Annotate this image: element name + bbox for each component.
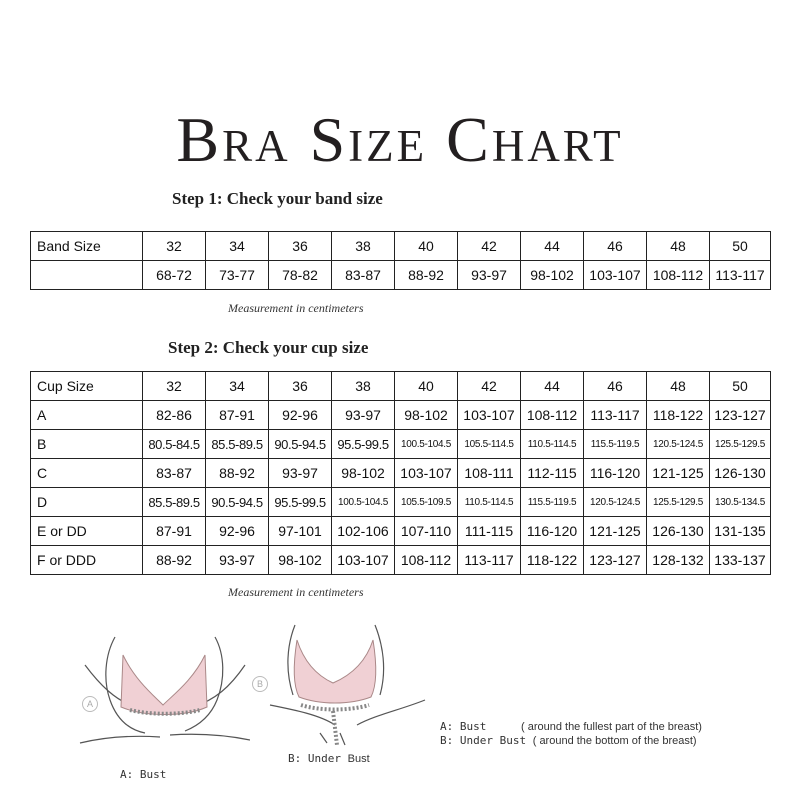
cup-cm-cell: 88-92 bbox=[206, 459, 269, 488]
cup-cm-cell: 113-117 bbox=[584, 401, 647, 430]
cup-band-header-cell: 48 bbox=[647, 372, 710, 401]
cup-cm-cell: 83-87 bbox=[143, 459, 206, 488]
cup-letter-cell: A bbox=[31, 401, 143, 430]
caption-under-bust-prefix: B: Under bbox=[288, 752, 341, 765]
legend-bust-label: A: Bust bbox=[440, 720, 487, 733]
cup-cm-cell: 93-97 bbox=[269, 459, 332, 488]
cup-cm-cell: 88-92 bbox=[143, 546, 206, 575]
cup-cm-cell: 113-117 bbox=[458, 546, 521, 575]
cup-cm-cell: 95.5-99.5 bbox=[269, 488, 332, 517]
band-cm-cell: 88-92 bbox=[395, 261, 458, 290]
cup-cm-cell: 116-120 bbox=[584, 459, 647, 488]
cup-cm-cell: 82-86 bbox=[143, 401, 206, 430]
cup-cm-cell: 93-97 bbox=[206, 546, 269, 575]
band-size-cell: 46 bbox=[584, 232, 647, 261]
band-cm-cell: 98-102 bbox=[521, 261, 584, 290]
cup-cm-cell: 95.5-99.5 bbox=[332, 430, 395, 459]
cup-cm-cell: 100.5-104.5 bbox=[395, 430, 458, 459]
band-cm-cell: 73-77 bbox=[206, 261, 269, 290]
page-title: Bra Size Chart bbox=[176, 104, 624, 175]
cup-band-header-cell: 50 bbox=[710, 372, 771, 401]
cup-cm-cell: 103-107 bbox=[395, 459, 458, 488]
cup-cm-cell: 123-127 bbox=[710, 401, 771, 430]
cup-cm-cell: 128-132 bbox=[647, 546, 710, 575]
legend-bust-desc: ( around the fullest part of the breast) bbox=[520, 721, 702, 733]
band-cm-cell: 83-87 bbox=[332, 261, 395, 290]
cup-cm-cell: 123-127 bbox=[584, 546, 647, 575]
band-cm-cell: 78-82 bbox=[269, 261, 332, 290]
marker-a: A bbox=[82, 696, 98, 712]
cup-cm-cell: 121-125 bbox=[647, 459, 710, 488]
band-size-cell: 48 bbox=[647, 232, 710, 261]
cup-band-header-cell: 44 bbox=[521, 372, 584, 401]
cup-cm-cell: 85.5-89.5 bbox=[206, 430, 269, 459]
cup-cm-cell: 115.5-119.5 bbox=[521, 488, 584, 517]
cup-cm-cell: 110.5-114.5 bbox=[458, 488, 521, 517]
cup-cm-cell: 115.5-119.5 bbox=[584, 430, 647, 459]
band-size-cell: 32 bbox=[143, 232, 206, 261]
cup-cm-cell: 100.5-104.5 bbox=[332, 488, 395, 517]
cup-cm-cell: 121-125 bbox=[584, 517, 647, 546]
band-size-cell: 44 bbox=[521, 232, 584, 261]
caption-under-bust bbox=[288, 752, 370, 765]
cup-cm-cell: 111-115 bbox=[458, 517, 521, 546]
cup-cm-cell: 118-122 bbox=[647, 401, 710, 430]
table-row bbox=[31, 459, 771, 488]
cup-cm-cell: 103-107 bbox=[458, 401, 521, 430]
band-size-cell: 38 bbox=[332, 232, 395, 261]
cup-cm-cell: 120.5-124.5 bbox=[647, 430, 710, 459]
under-bust-measurement-illustration bbox=[265, 615, 430, 750]
band-size-label: Band Size bbox=[31, 232, 143, 261]
band-cm-cell: 113-117 bbox=[710, 261, 771, 290]
band-size-table bbox=[30, 231, 771, 290]
band-cm-label bbox=[31, 261, 143, 290]
cup-cm-cell: 108-112 bbox=[395, 546, 458, 575]
cup-size-label: Cup Size bbox=[31, 372, 143, 401]
cup-cm-cell: 98-102 bbox=[269, 546, 332, 575]
band-cm-cell: 103-107 bbox=[584, 261, 647, 290]
cup-band-header-cell: 34 bbox=[206, 372, 269, 401]
cup-band-header-cell: 32 bbox=[143, 372, 206, 401]
cup-band-header-cell: 38 bbox=[332, 372, 395, 401]
cup-cm-cell: 103-107 bbox=[332, 546, 395, 575]
cup-cm-cell: 90.5-94.5 bbox=[269, 430, 332, 459]
table-row bbox=[31, 401, 771, 430]
cup-cm-cell: 125.5-129.5 bbox=[710, 430, 771, 459]
table-row bbox=[31, 430, 771, 459]
band-cm-cell: 68-72 bbox=[143, 261, 206, 290]
band-size-cell: 34 bbox=[206, 232, 269, 261]
legend-bust bbox=[440, 720, 702, 733]
cup-cm-cell: 108-111 bbox=[458, 459, 521, 488]
cup-band-header-cell: 46 bbox=[584, 372, 647, 401]
cup-cm-cell: 131-135 bbox=[710, 517, 771, 546]
cup-header-row bbox=[31, 372, 771, 401]
cup-cm-cell: 130.5-134.5 bbox=[710, 488, 771, 517]
cup-cm-cell: 92-96 bbox=[269, 401, 332, 430]
cup-size-table bbox=[30, 371, 771, 575]
cup-cm-cell: 90.5-94.5 bbox=[206, 488, 269, 517]
cup-band-header-cell: 40 bbox=[395, 372, 458, 401]
cup-cm-cell: 126-130 bbox=[710, 459, 771, 488]
cup-cm-cell: 97-101 bbox=[269, 517, 332, 546]
step2-heading: Step 2: Check your cup size bbox=[168, 338, 369, 357]
cup-cm-cell: 108-112 bbox=[521, 401, 584, 430]
cup-cm-cell: 120.5-124.5 bbox=[584, 488, 647, 517]
cup-cm-cell: 85.5-89.5 bbox=[143, 488, 206, 517]
cup-cm-cell: 118-122 bbox=[521, 546, 584, 575]
cup-cm-cell: 92-96 bbox=[206, 517, 269, 546]
band-size-cell: 40 bbox=[395, 232, 458, 261]
legend-under-bust-label: B: Under Bust bbox=[440, 734, 527, 747]
band-size-cell: 50 bbox=[710, 232, 771, 261]
cup-cm-cell: 105.5-109.5 bbox=[395, 488, 458, 517]
cup-letter-cell: B bbox=[31, 430, 143, 459]
cup-cm-cell: 125.5-129.5 bbox=[647, 488, 710, 517]
band-size-cell: 42 bbox=[458, 232, 521, 261]
legend-under-bust-desc: ( around the bottom of the breast) bbox=[532, 735, 697, 747]
legend-under-bust bbox=[440, 734, 697, 747]
cup-cm-cell: 126-130 bbox=[647, 517, 710, 546]
cup-measurement-note: Measurement in centimeters bbox=[228, 585, 364, 599]
table-row bbox=[31, 517, 771, 546]
band-measurement-note: Measurement in centimeters bbox=[228, 301, 364, 315]
band-size-header-row bbox=[31, 232, 771, 261]
table-row bbox=[31, 488, 771, 517]
cup-cm-cell: 116-120 bbox=[521, 517, 584, 546]
cup-letter-cell: F or DDD bbox=[31, 546, 143, 575]
caption-under-bust-word: Bust bbox=[347, 753, 370, 765]
band-cm-cell: 108-112 bbox=[647, 261, 710, 290]
cup-letter-cell: D bbox=[31, 488, 143, 517]
cup-cm-cell: 102-106 bbox=[332, 517, 395, 546]
cup-cm-cell: 87-91 bbox=[143, 517, 206, 546]
marker-b: B bbox=[252, 676, 268, 692]
cup-band-header-cell: 36 bbox=[269, 372, 332, 401]
cup-cm-cell: 87-91 bbox=[206, 401, 269, 430]
band-cm-cell: 93-97 bbox=[458, 261, 521, 290]
cup-letter-cell: E or DD bbox=[31, 517, 143, 546]
cup-cm-cell: 93-97 bbox=[332, 401, 395, 430]
cup-cm-cell: 105.5-114.5 bbox=[458, 430, 521, 459]
caption-bust: A: Bust bbox=[120, 768, 167, 781]
cup-cm-cell: 112-115 bbox=[521, 459, 584, 488]
table-row bbox=[31, 546, 771, 575]
band-size-cell: 36 bbox=[269, 232, 332, 261]
cup-band-header-cell: 42 bbox=[458, 372, 521, 401]
cup-letter-cell: C bbox=[31, 459, 143, 488]
cup-cm-cell: 133-137 bbox=[710, 546, 771, 575]
band-cm-row bbox=[31, 261, 771, 290]
cup-cm-cell: 110.5-114.5 bbox=[521, 430, 584, 459]
step1-heading: Step 1: Check your band size bbox=[172, 189, 383, 208]
cup-cm-cell: 98-102 bbox=[395, 401, 458, 430]
cup-cm-cell: 80.5-84.5 bbox=[143, 430, 206, 459]
cup-cm-cell: 107-110 bbox=[395, 517, 458, 546]
cup-cm-cell: 98-102 bbox=[332, 459, 395, 488]
bust-measurement-illustration bbox=[75, 625, 250, 760]
